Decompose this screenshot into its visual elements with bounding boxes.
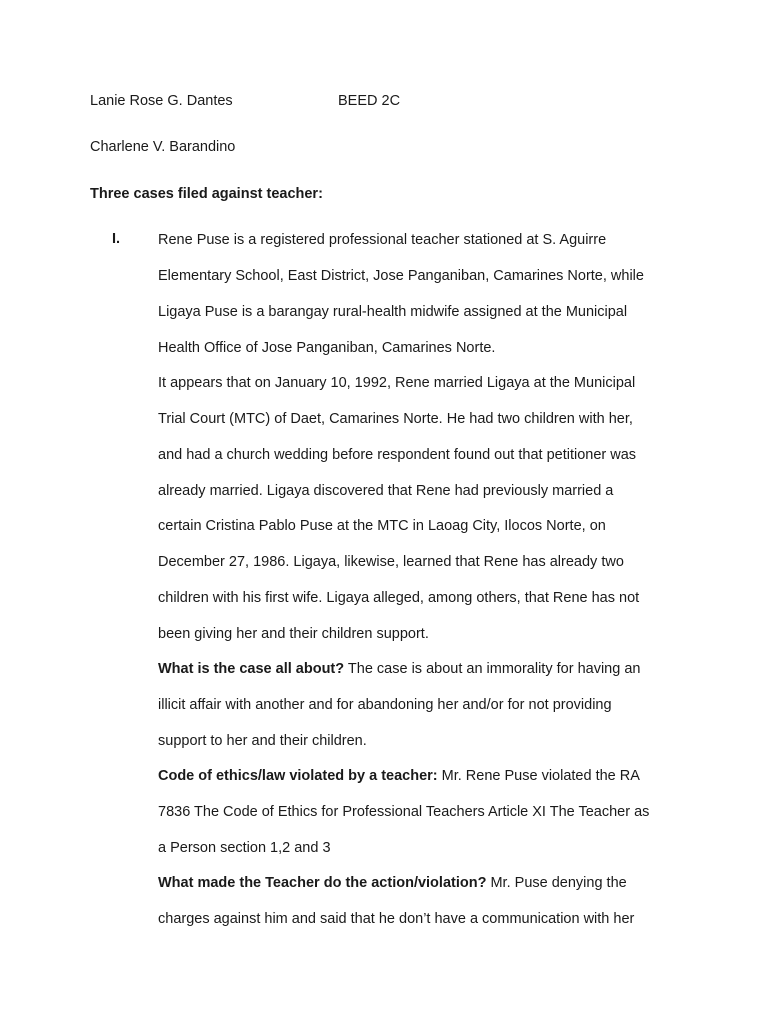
case-paragraph-line: Trial Court (MTC) of Daet, Camarines Norte. He had two children with her,: [158, 411, 633, 427]
case-paragraph-line: Elementary School, East District, Jose Panganiban, Camarines Norte, while: [158, 268, 644, 284]
answer-line: 7836 The Code of Ethics for Professional Teachers Article XI The Teacher as: [158, 804, 650, 820]
answer-line: a Person section 1,2 and 3: [158, 840, 331, 856]
answer-line: charges against him and said that he don’t have a communication with her: [158, 911, 635, 927]
case-paragraph-line: children with his first wife. Ligaya alleged, among others, that Rene has not: [158, 590, 640, 606]
case-paragraph-line: certain Cristina Pablo Puse at the MTC in Laoag City, Ilocos Norte, on: [158, 518, 606, 534]
question-line: [158, 873, 627, 893]
answer-text: Mr. Rene Puse violated the RA: [437, 768, 640, 784]
case-paragraph-line: December 27, 1986. Ligaya, likewise, learned that Rene has already two: [158, 554, 624, 570]
case-paragraph-line: Health Office of Jose Panganiban, Camarines Norte.: [158, 340, 496, 356]
case-paragraph-line: and had a church wedding before respondent found out that petitioner was: [158, 447, 637, 463]
case-paragraph-line: Rene Puse is a registered professional teacher stationed at S. Aguirre: [158, 232, 607, 248]
answer-line: illicit affair with another and for abandoning her and/or for not providing: [158, 697, 612, 713]
case-paragraph-line: It appears that on January 10, 1992, Rene married Ligaya at the Municipal: [158, 375, 636, 391]
question-line: [158, 659, 640, 679]
question-label: Code of ethics/law violated by a teacher:: [158, 768, 438, 784]
question-line: [158, 766, 640, 786]
course-section: BEED 2C: [338, 93, 401, 109]
case-paragraph-line: been giving her and their children support.: [158, 626, 429, 642]
answer-text: The case is about an immorality for having an: [344, 661, 641, 677]
author-name-1: Lanie Rose G. Dantes: [90, 93, 233, 109]
author-name-2: Charlene V. Barandino: [90, 139, 236, 155]
case-number: I.: [112, 231, 121, 247]
document-heading: Three cases filed against teacher:: [90, 186, 323, 202]
question-label: What made the Teacher do the action/violation?: [158, 875, 487, 891]
question-label: What is the case all about?: [158, 661, 345, 677]
answer-line: support to her and their children.: [158, 733, 367, 749]
case-paragraph-line: already married. Ligaya discovered that Rene had previously married a: [158, 483, 614, 499]
case-paragraph-line: Ligaya Puse is a barangay rural-health midwife assigned at the Municipal: [158, 304, 628, 320]
answer-text: Mr. Puse denying the: [486, 875, 627, 891]
